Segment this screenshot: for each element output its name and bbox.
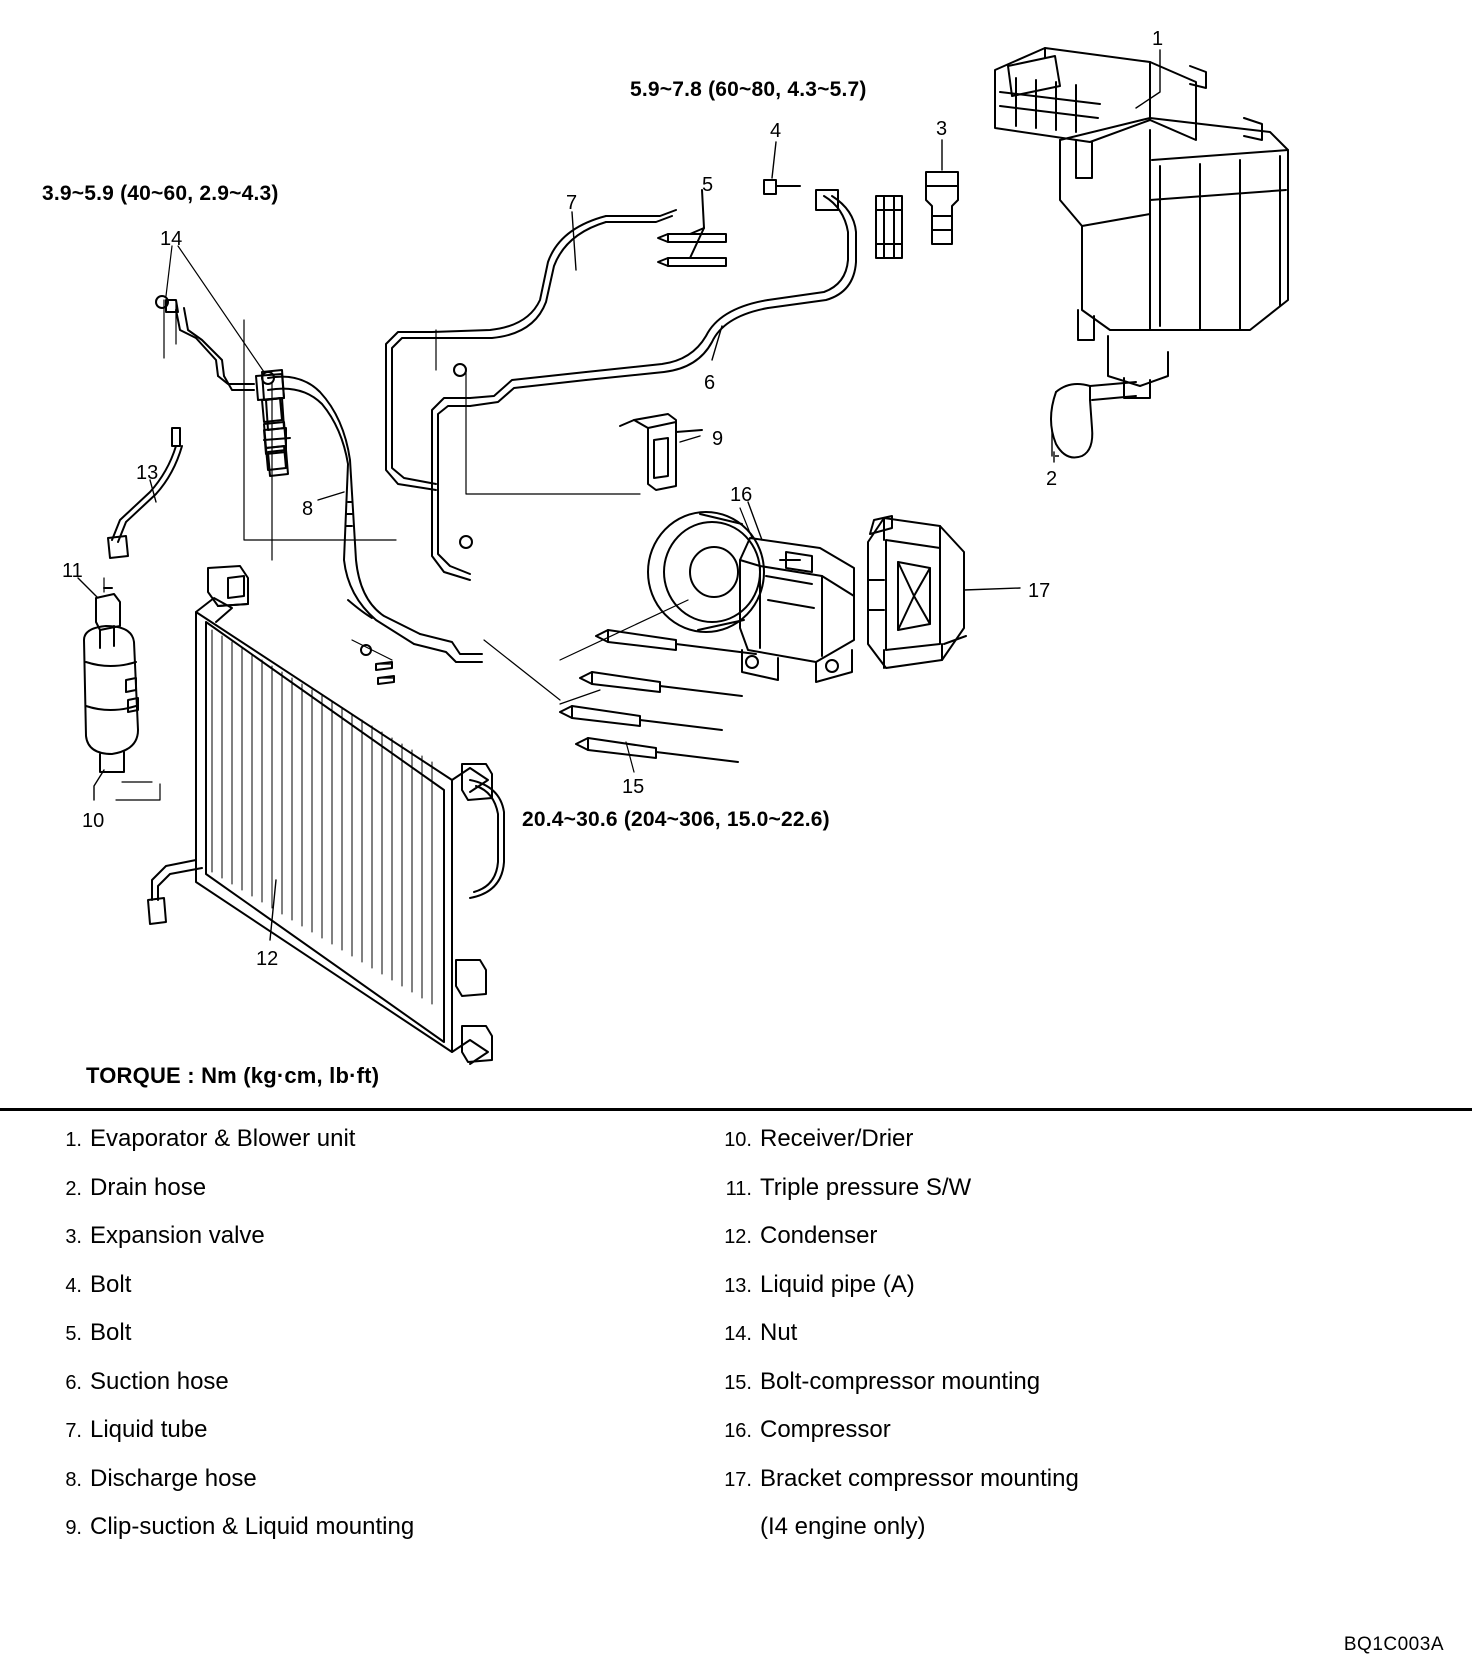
callout-7: 7 — [566, 192, 578, 214]
legend-item-number: 5. — [65, 1323, 82, 1345]
legend-item — [30, 1416, 670, 1465]
legend-item-note — [700, 1513, 1400, 1562]
legend-item-number: 2. — [65, 1177, 82, 1200]
callout-8: 8 — [302, 498, 314, 520]
legend-item — [700, 1125, 1400, 1174]
callout-17: 17 — [1028, 580, 1051, 602]
legend-item-label: Suction hose — [90, 1367, 229, 1395]
legend-item — [30, 1368, 670, 1417]
legend-item-label: Expansion valve — [90, 1222, 265, 1249]
legend-item — [30, 1465, 670, 1514]
legend-item-label: Liquid tube — [90, 1416, 208, 1443]
legend-item-number: 1. — [65, 1129, 82, 1151]
parts-legend-right-column — [700, 1125, 1400, 1562]
parts-legend-left-column — [30, 1125, 670, 1562]
legend-item-label: Condenser — [760, 1222, 878, 1249]
callout-14: 14 — [160, 228, 183, 250]
legend-item — [30, 1174, 670, 1223]
legend-item-number: 8. — [65, 1468, 82, 1491]
callout-12: 12 — [256, 948, 279, 970]
legend-item — [30, 1319, 670, 1368]
legend-item-number: 16. — [724, 1420, 752, 1442]
legend-item-number: 4. — [65, 1274, 82, 1297]
torque-spec-top: 5.9~7.8 (60~80, 4.3~5.7) — [630, 78, 867, 101]
legend-item — [700, 1271, 1400, 1320]
torque-spec-left: 3.9~5.9 (40~60, 2.9~4.3) — [42, 182, 279, 205]
legend-item-label: Triple pressure S/W — [760, 1173, 972, 1201]
legend-item-number: 15. — [724, 1371, 752, 1394]
legend-item-note-text: (I4 engine only) — [760, 1513, 926, 1540]
legend-item-number: 6. — [65, 1371, 82, 1394]
figure-code: BQ1C003A — [1343, 1634, 1444, 1655]
legend-item-label: Evaporator & Blower unit — [90, 1125, 356, 1152]
torque-spec-bottom: 20.4~30.6 (204~306, 15.0~22.6) — [522, 808, 830, 831]
legend-item — [30, 1513, 670, 1562]
legend-item-number: 17. — [724, 1468, 752, 1491]
callout-11: 11 — [62, 560, 83, 582]
legend-item-label: Drain hose — [90, 1173, 207, 1201]
callout-10: 10 — [82, 810, 105, 832]
callout-13: 13 — [136, 462, 159, 484]
legend-item-number: 7. — [65, 1420, 82, 1442]
legend-item-label: Bolt — [90, 1319, 132, 1346]
legend-item-number: 3. — [65, 1226, 82, 1248]
legend-item-number: 13. — [724, 1274, 752, 1297]
legend-item — [30, 1222, 670, 1271]
legend-item-label: Bracket compressor mounting — [760, 1464, 1079, 1492]
legend-item — [30, 1271, 670, 1320]
legend-item-number: 10. — [724, 1129, 752, 1151]
legend-item-label: Bolt — [90, 1270, 132, 1298]
legend-item-number: 9. — [65, 1517, 82, 1539]
callout-5: 5 — [702, 174, 714, 196]
callout-2: 2 — [1046, 468, 1058, 490]
legend-item — [700, 1368, 1400, 1417]
legend-item-label: Clip-suction & Liquid mounting — [90, 1513, 415, 1540]
legend-item-number: 14. — [724, 1323, 752, 1345]
callout-3: 3 — [936, 118, 948, 140]
legend-item-number: 12. — [724, 1226, 752, 1248]
torque-unit-legend: TORQUE : Nm (kg·cm, lb·ft) — [86, 1063, 380, 1088]
legend-item-label: Liquid pipe (A) — [760, 1270, 915, 1298]
legend-item-label: Receiver/Drier — [760, 1125, 914, 1152]
legend-item — [700, 1319, 1400, 1368]
legend-item-label: Discharge hose — [90, 1464, 257, 1492]
parts-legend — [0, 1125, 1472, 1645]
callout-6: 6 — [704, 372, 716, 394]
legend-item — [700, 1416, 1400, 1465]
legend-item-label: Compressor — [760, 1416, 891, 1443]
legend-item-label: Bolt-compressor mounting — [760, 1367, 1041, 1395]
callout-4: 4 — [770, 120, 782, 142]
legend-item — [700, 1465, 1400, 1514]
callout-9: 9 — [712, 428, 724, 450]
legend-item — [700, 1222, 1400, 1271]
callout-15: 15 — [622, 776, 645, 798]
callout-16: 16 — [730, 484, 753, 506]
section-divider — [0, 1108, 1472, 1111]
legend-item-label: Nut — [760, 1319, 798, 1346]
legend-item — [30, 1125, 670, 1174]
callout-1: 1 — [1152, 28, 1164, 50]
legend-item-number: 11. — [725, 1177, 752, 1200]
legend-item — [700, 1174, 1400, 1223]
